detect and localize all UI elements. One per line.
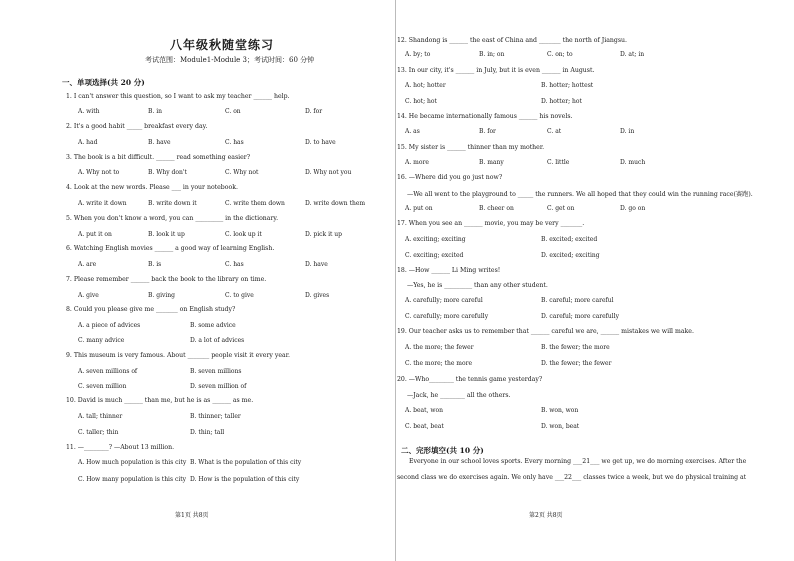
answer-option: C. get on xyxy=(547,205,575,212)
answer-option: A. seven millions of xyxy=(78,368,138,375)
answer-option: B. seven millions xyxy=(190,368,242,375)
answer-option: C. little xyxy=(547,159,570,166)
answer-option: B. many xyxy=(479,159,504,166)
question-text: —We all went to the playground to _____ the runners. We all hoped that they could win the running race(赛跑). xyxy=(407,191,753,198)
answer-option: B. What is the population of this city xyxy=(190,459,302,466)
question-text: 16. —Where did you go just now? xyxy=(397,174,503,181)
answer-option: B. look it up xyxy=(148,231,185,238)
question-text: —Jack, he ________ all the others. xyxy=(407,392,511,399)
answer-option: D. a lot of advices xyxy=(190,337,245,344)
answer-option: A. give xyxy=(78,292,99,299)
question-text: 15. My sister is ______ thinner than my mother. xyxy=(397,144,545,151)
question-text: 18. —How ______ Li Ming writes! xyxy=(397,267,501,274)
question-text: 1. I can't answer this question, so I want to ask my teacher ______ help. xyxy=(66,93,290,100)
answer-option: B. is xyxy=(148,261,162,268)
question-text: 11. —________? —About 13 million. xyxy=(66,444,175,451)
answer-option: C. many advice xyxy=(78,337,125,344)
answer-option: C. on; to xyxy=(547,51,573,58)
answer-option: B. hotter; hottest xyxy=(541,82,594,89)
answer-option: D. write down them xyxy=(305,200,366,207)
answer-option: B. excited; excited xyxy=(541,236,598,243)
answer-option: C. the more; the more xyxy=(405,360,473,367)
answer-option: A. tall; thinner xyxy=(78,413,123,420)
answer-option: A. hot; hotter xyxy=(405,82,446,89)
answer-option: B. thinner; taller xyxy=(190,413,241,420)
question-text: 3. The book is a bit difficult. ______ read something easier? xyxy=(66,154,251,161)
answer-option: C. How many population is this city xyxy=(78,476,187,483)
answer-option: B. in xyxy=(148,108,163,115)
right-page xyxy=(395,0,794,561)
passage-line-2: second class we do exercises again. We only have ___22___ classes twice a week, but we do physical training at xyxy=(397,474,747,481)
answer-option: C. taller; thin xyxy=(78,429,119,436)
answer-option: B. Why don't xyxy=(148,169,187,176)
answer-option: B. write down it xyxy=(148,200,197,207)
answer-option: A. a piece of advices xyxy=(78,322,141,329)
answer-option: D. careful; more carefully xyxy=(541,313,619,320)
answer-option: A. as xyxy=(405,128,420,135)
answer-option: D. pick it up xyxy=(305,231,343,238)
answer-option: D. at; in xyxy=(620,51,645,58)
answer-option: D. gives xyxy=(305,292,330,299)
section-heading-2: 二、完形填空(共 10 分) xyxy=(401,446,484,455)
answer-option: B. in; on xyxy=(479,51,505,58)
question-text: 4. Look at the new words. Please ___ in your notebook. xyxy=(66,184,238,191)
answer-option: B. for xyxy=(479,128,496,135)
page-divider xyxy=(395,0,396,561)
question-text: 9. This museum is very famous. About _______ people visit it every year. xyxy=(66,352,290,359)
question-text: 12. Shandong is ______ the east of China and _______ the north of Jiangsu. xyxy=(397,37,627,44)
answer-option: C. carefully; more carefully xyxy=(405,313,489,320)
answer-option: A. had xyxy=(78,139,98,146)
question-text: 5. When you don't know a word, you can _________ in the dictionary. xyxy=(66,215,279,222)
answer-option: D. for xyxy=(305,108,323,115)
answer-option: B. careful; more careful xyxy=(541,297,614,304)
passage-line-1: Everyone in our school loves sports. Every morning ___21___ we get up, we do morning exercises. After the xyxy=(409,458,747,465)
answer-option: B. the fewer; the more xyxy=(541,344,610,351)
question-text: —Yes, he is _________ than any other student. xyxy=(407,282,548,289)
answer-option: A. write it down xyxy=(78,200,127,207)
answer-option: C. exciting; excited xyxy=(405,252,464,259)
answer-option: D. much xyxy=(620,159,646,166)
question-text: 2. It's a good habit _____ breakfast every day. xyxy=(66,123,208,130)
question-text: 14. He became internationally famous ______ his novels. xyxy=(397,113,573,120)
answer-option: D. seven million of xyxy=(190,383,247,390)
question-text: 19. Our teacher asks us to remember that ______ careful we are, ______ mistakes we will make. xyxy=(397,328,694,335)
answer-option: D. hotter; hot xyxy=(541,98,582,105)
answer-option: D. thin; tall xyxy=(190,429,225,436)
question-text: 17. When you see an ______ movie, you may be very _______. xyxy=(397,220,585,227)
answer-option: C. beat, beat xyxy=(405,423,444,430)
answer-option: A. Why not to xyxy=(78,169,120,176)
answer-option: B. have xyxy=(148,139,171,146)
answer-option: D. have xyxy=(305,261,328,268)
question-text: 10. David is much ______ than me, but he is as ______ as me. xyxy=(66,397,254,404)
answer-option: A. are xyxy=(78,261,97,268)
answer-option: B. cheer on xyxy=(479,205,514,212)
answer-option: A. put it on xyxy=(78,231,112,238)
answer-option: A. How much population is this city xyxy=(78,459,187,466)
answer-option: D. in xyxy=(620,128,635,135)
answer-option: C. Why not xyxy=(225,169,259,176)
left-page xyxy=(0,0,395,561)
question-text: 13. In our city, it's ______ in July, but it is even ______ in August. xyxy=(397,67,595,74)
answer-option: A. exciting; exciting xyxy=(405,236,466,243)
answer-option: C. look up it xyxy=(225,231,262,238)
answer-option: B. some advice xyxy=(190,322,236,329)
answer-option: A. with xyxy=(78,108,100,115)
answer-option: C. on xyxy=(225,108,241,115)
answer-option: A. beat, won xyxy=(405,407,443,414)
answer-option: C. has xyxy=(225,261,244,268)
question-text: 6. Watching English movies ______ a good way of learning English. xyxy=(66,245,275,252)
answer-option: A. more xyxy=(405,159,429,166)
question-text: 7. Please remember ______ back the book to the library on time. xyxy=(66,276,267,283)
answer-option: A. by; to xyxy=(405,51,431,58)
answer-option: D. How is the population of this city xyxy=(190,476,300,483)
answer-option: B. won, won xyxy=(541,407,579,414)
page-title: 八年级秋随堂练习 xyxy=(170,38,275,52)
answer-option: A. carefully; more careful xyxy=(405,297,483,304)
answer-option: C. has xyxy=(225,139,244,146)
answer-option: D. won, beat xyxy=(541,423,580,430)
question-text: 20. —Who________ the tennis game yesterday? xyxy=(397,376,543,383)
answer-option: D. Why not you xyxy=(305,169,352,176)
answer-option: C. at xyxy=(547,128,562,135)
answer-option: C. to give xyxy=(225,292,254,299)
section-heading-1: 一、单项选择(共 20 分) xyxy=(62,78,145,87)
page-footer-left: 第1页 共8页 xyxy=(175,512,209,519)
answer-option: D. go on xyxy=(620,205,646,212)
answer-option: D. excited; exciting xyxy=(541,252,600,259)
exam-scope: 考试范围：Module1-Module 3；考试时间：60 分钟 xyxy=(145,56,315,64)
question-text: 8. Could you please give me _______ on English study? xyxy=(66,306,236,313)
page-footer-right: 第2页 共8页 xyxy=(529,512,563,519)
answer-option: C. seven million xyxy=(78,383,127,390)
answer-option: C. write them down xyxy=(225,200,285,207)
answer-option: C. hot; hot xyxy=(405,98,437,105)
answer-option: A. put on xyxy=(405,205,433,212)
answer-option: B. giving xyxy=(148,292,175,299)
answer-option: D. to have xyxy=(305,139,336,146)
answer-option: D. the fewer; the fewer xyxy=(541,360,612,367)
answer-option: A. the more; the fewer xyxy=(405,344,474,351)
